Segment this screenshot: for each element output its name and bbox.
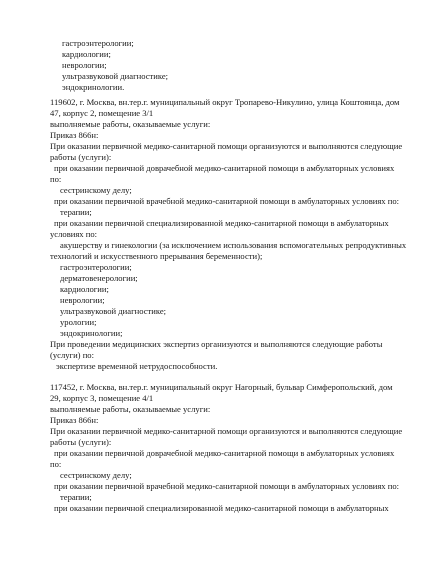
- nursing-item: сестринскому делу;: [60, 470, 132, 480]
- list-item: неврологии;: [62, 60, 107, 70]
- therapy-item: терапии;: [60, 207, 92, 217]
- specialized-care-line: при оказании первичной специализированной медико-санитарной помощи в амбулаторных: [54, 218, 389, 228]
- prephysician-care-line: при оказании первичной доврачебной медико-санитарной помощи в амбулаторных условиях: [54, 448, 395, 458]
- list-item: ультразвуковой диагностике;: [62, 71, 169, 81]
- list-item: гастроэнтерологии;: [60, 262, 132, 272]
- specialized-care-line: условиях по:: [50, 229, 98, 239]
- specialized-care-line: при оказании первичной специализированной медико-санитарной помощи в амбулаторных: [54, 503, 389, 513]
- address-line: 117452, г. Москва, вн.тер.г. муниципальный округ Нагорный, бульвар Симферопольский, дом: [50, 382, 393, 392]
- expertise-intro: (услуги) по:: [50, 350, 94, 360]
- nursing-item: сестринскому делу;: [60, 185, 132, 195]
- primary-care-intro: работы (услуги):: [50, 437, 112, 447]
- address-line: 47, корпус 2, помещение 3/1: [50, 108, 154, 118]
- primary-care-intro: При оказании первичной медико-санитарной помощи организуются и выполняются следующие: [50, 426, 403, 436]
- expertise-intro: При проведении медицинских экспертиз организуются и выполняются следующие работы: [50, 339, 383, 349]
- expertise-item: экспертизе временной нетрудоспособности.: [56, 361, 218, 371]
- prephysician-care-line: при оказании первичной доврачебной медико-санитарной помощи в амбулаторных условиях: [54, 163, 395, 173]
- works-label: выполняемые работы, оказываемые услуги:: [50, 404, 211, 414]
- order-number: Приказ 866н:: [50, 130, 99, 140]
- prephysician-care-line: по:: [50, 174, 62, 184]
- list-item: кардиологии;: [60, 284, 109, 294]
- obstetrics-item: акушерству и гинекологии (за исключением использования вспомогательных репродуктивных: [60, 240, 407, 250]
- list-item: эндокринологии.: [62, 82, 125, 92]
- primary-care-intro: работы (услуги):: [50, 152, 112, 162]
- physician-care-line: при оказании первичной врачебной медико-санитарной помощи в амбулаторных условиях по:: [54, 481, 400, 491]
- list-item: урологии;: [60, 317, 97, 327]
- list-item: эндокринологии;: [60, 328, 123, 338]
- list-item: неврологии;: [60, 295, 105, 305]
- list-item: кардиологии;: [62, 49, 111, 59]
- list-item: ультразвуковой диагностике;: [60, 306, 167, 316]
- works-label: выполняемые работы, оказываемые услуги:: [50, 119, 211, 129]
- address-line: 119602, г. Москва, вн.тер.г. муниципальный округ Тропарево-Никулино, улица Коштоянца, дом: [50, 97, 400, 107]
- order-number: Приказ 866н:: [50, 415, 99, 425]
- address-line: 29, корпус 3, помещение 4/1: [50, 393, 154, 403]
- physician-care-line: при оказании первичной врачебной медико-санитарной помощи в амбулаторных условиях по:: [54, 196, 400, 206]
- list-item: дерматовенерологии;: [60, 273, 138, 283]
- prephysician-care-line: по:: [50, 459, 62, 469]
- therapy-item: терапии;: [60, 492, 92, 502]
- obstetrics-item: технологий и искусственного прерывания беременности);: [50, 251, 263, 261]
- list-item: гастроэнтерологии;: [62, 38, 134, 48]
- primary-care-intro: При оказании первичной медико-санитарной помощи организуются и выполняются следующие: [50, 141, 403, 151]
